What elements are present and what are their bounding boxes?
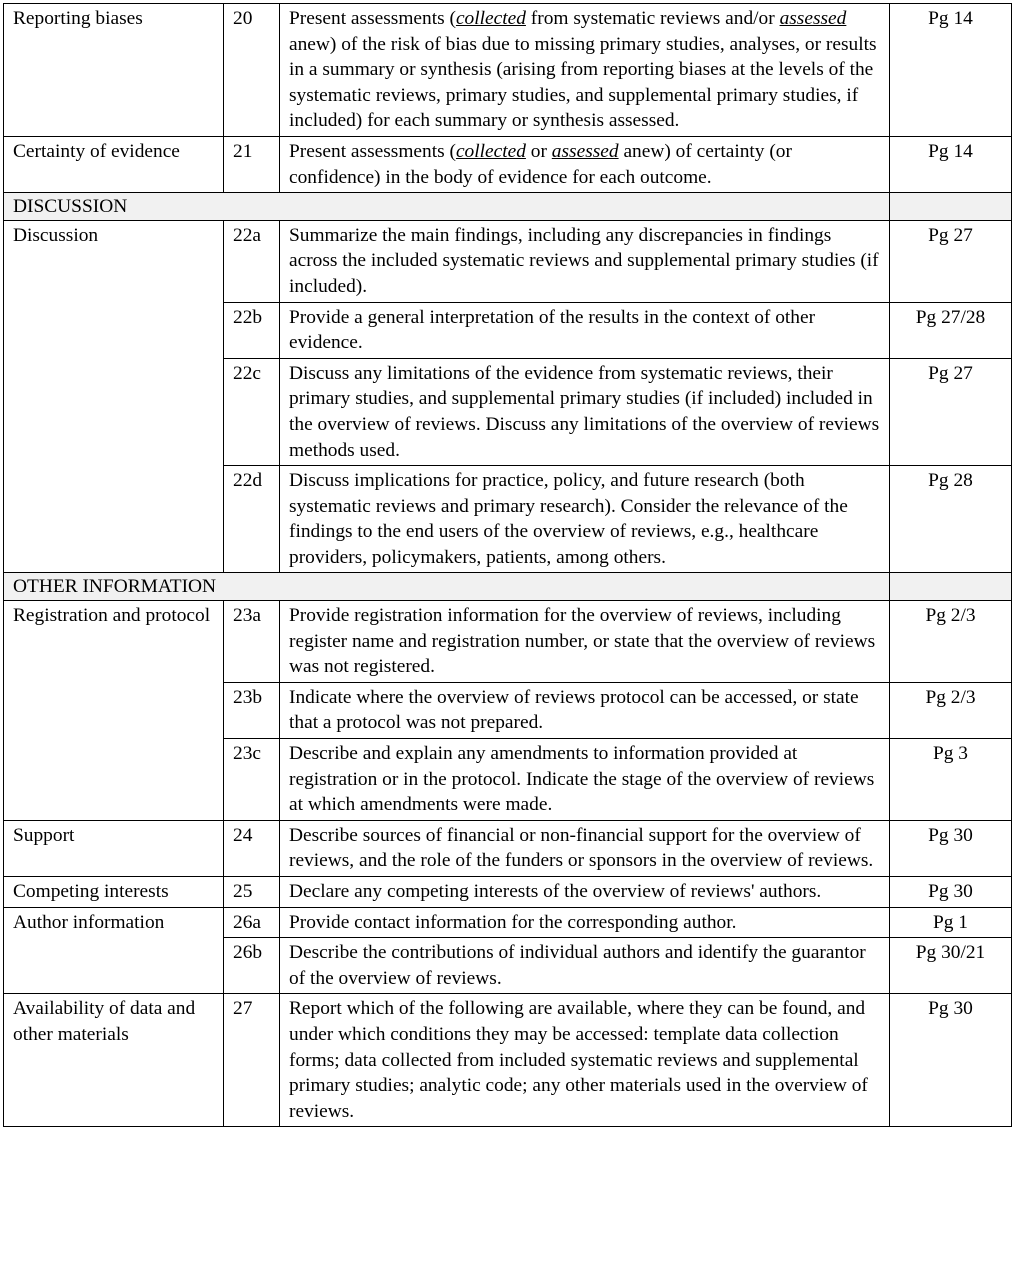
item-description: Describe and explain any amendments to information provided at registration or in the protocol. Indicate the stage of the overview of reviews at which amendments were made. — [280, 739, 890, 821]
topic-cell: Certainty of evidence — [4, 136, 224, 192]
checklist-table — [3, 3, 1012, 1127]
emphasis-assessed: assessed — [551, 140, 619, 162]
item-number: 23b — [224, 682, 280, 738]
item-number: 20 — [224, 4, 280, 137]
topic-cell: Reporting biases — [4, 4, 224, 137]
item-number: 26b — [224, 938, 280, 994]
item-number: 23c — [224, 739, 280, 821]
table-row — [4, 601, 1012, 683]
item-description: Provide a general interpretation of the results in the context of other evidence. — [280, 302, 890, 358]
location-cell: Pg 27/28 — [890, 302, 1012, 358]
topic-cell: Registration and protocol — [4, 601, 224, 821]
location-cell: Pg 14 — [890, 4, 1012, 137]
topic-cell: Discussion — [4, 220, 224, 573]
item-description — [280, 4, 890, 137]
table-row — [4, 820, 1012, 876]
emphasis-assessed: assessed — [779, 8, 847, 29]
item-number: 23a — [224, 601, 280, 683]
location-cell: Pg 28 — [890, 466, 1012, 573]
item-number: 22d — [224, 466, 280, 573]
location-cell: Pg 3 — [890, 739, 1012, 821]
item-number: 26a — [224, 907, 280, 938]
section-header-empty — [890, 193, 1012, 221]
table-row — [4, 877, 1012, 908]
table-row — [4, 994, 1012, 1127]
desc-text: Present assessments ( — [289, 140, 456, 162]
item-description: Provide registration information for the overview of reviews, including register name and registration number, or state that the overview of reviews was not registered. — [280, 601, 890, 683]
emphasis-collected: collected — [455, 8, 526, 29]
topic-cell: Author information — [4, 907, 224, 994]
item-description: Summarize the main findings, including any discrepancies in findings across the included systematic reviews and supplemental primary studies (if included). — [280, 220, 890, 302]
section-header-empty — [890, 573, 1012, 601]
item-description: Indicate where the overview of reviews protocol can be accessed, or state that a protocol was not prepared. — [280, 682, 890, 738]
section-header-row — [4, 193, 1012, 221]
item-description: Declare any competing interests of the overview of reviews' authors. — [280, 877, 890, 908]
item-description: Describe sources of financial or non-financial support for the overview of reviews, and the role of the funders or sponsors in the overview of reviews. — [280, 820, 890, 876]
desc-text: Present assessments ( — [289, 8, 456, 29]
location-cell: Pg 30 — [890, 877, 1012, 908]
location-cell: Pg 2/3 — [890, 682, 1012, 738]
section-header: DISCUSSION — [4, 193, 890, 221]
item-description: Discuss implications for practice, policy, and future research (both systematic reviews and primary research). Consider the relevance of the findings to the end users of the overview of reviews, e.g., healthcare providers, policymakers, patients, among others. — [280, 466, 890, 573]
item-number: 24 — [224, 820, 280, 876]
desc-text: from systematic reviews and/or — [525, 8, 780, 29]
section-header-row — [4, 573, 1012, 601]
location-cell: Pg 27 — [890, 358, 1012, 465]
desc-text: anew) of certainty (or confidence) in the body of evidence for each outcome. — [289, 140, 792, 188]
location-cell: Pg 27 — [890, 220, 1012, 302]
table-row — [4, 136, 1012, 192]
item-description: Discuss any limitations of the evidence from systematic reviews, their primary studies, and supplemental primary studies (if included) included in the overview of reviews. Discuss any limitations of the overview of reviews methods used. — [280, 358, 890, 465]
item-description — [280, 136, 890, 192]
table-row — [4, 4, 1012, 137]
item-description: Provide contact information for the corresponding author. — [280, 907, 890, 938]
location-cell: Pg 2/3 — [890, 601, 1012, 683]
topic-cell: Availability of data and other materials — [4, 994, 224, 1127]
table-row — [4, 907, 1012, 938]
location-cell: Pg 1 — [890, 907, 1012, 938]
location-cell: Pg 30/21 — [890, 938, 1012, 994]
topic-cell: Support — [4, 820, 224, 876]
item-number: 22b — [224, 302, 280, 358]
item-number: 27 — [224, 994, 280, 1127]
section-header: OTHER INFORMATION — [4, 573, 890, 601]
item-number: 22a — [224, 220, 280, 302]
location-cell: Pg 30 — [890, 820, 1012, 876]
desc-text: anew) of the risk of bias due to missing primary studies, analyses, or results in a summary or synthesis (arising from reporting biases at the levels of the systematic reviews, primary studies, and supplemental primary studies, if included) for each summary or synthesis assessed. — [289, 33, 877, 132]
item-number: 21 — [224, 136, 280, 192]
item-description: Describe the contributions of individual authors and identify the guarantor of the overview of reviews. — [280, 938, 890, 994]
item-description: Report which of the following are available, where they can be found, and under which conditions they may be accessed: template data collection forms; data collected from included systematic reviews and supplemental primary studies; analytic code; any other materials used in the overview of reviews. — [280, 994, 890, 1127]
topic-cell: Competing interests — [4, 877, 224, 908]
item-number: 25 — [224, 877, 280, 908]
location-cell: Pg 30 — [890, 994, 1012, 1127]
location-cell: Pg 14 — [890, 136, 1012, 192]
table-row — [4, 220, 1012, 302]
item-number: 22c — [224, 358, 280, 465]
emphasis-collected: collected — [455, 140, 526, 162]
desc-text: or — [525, 140, 552, 162]
